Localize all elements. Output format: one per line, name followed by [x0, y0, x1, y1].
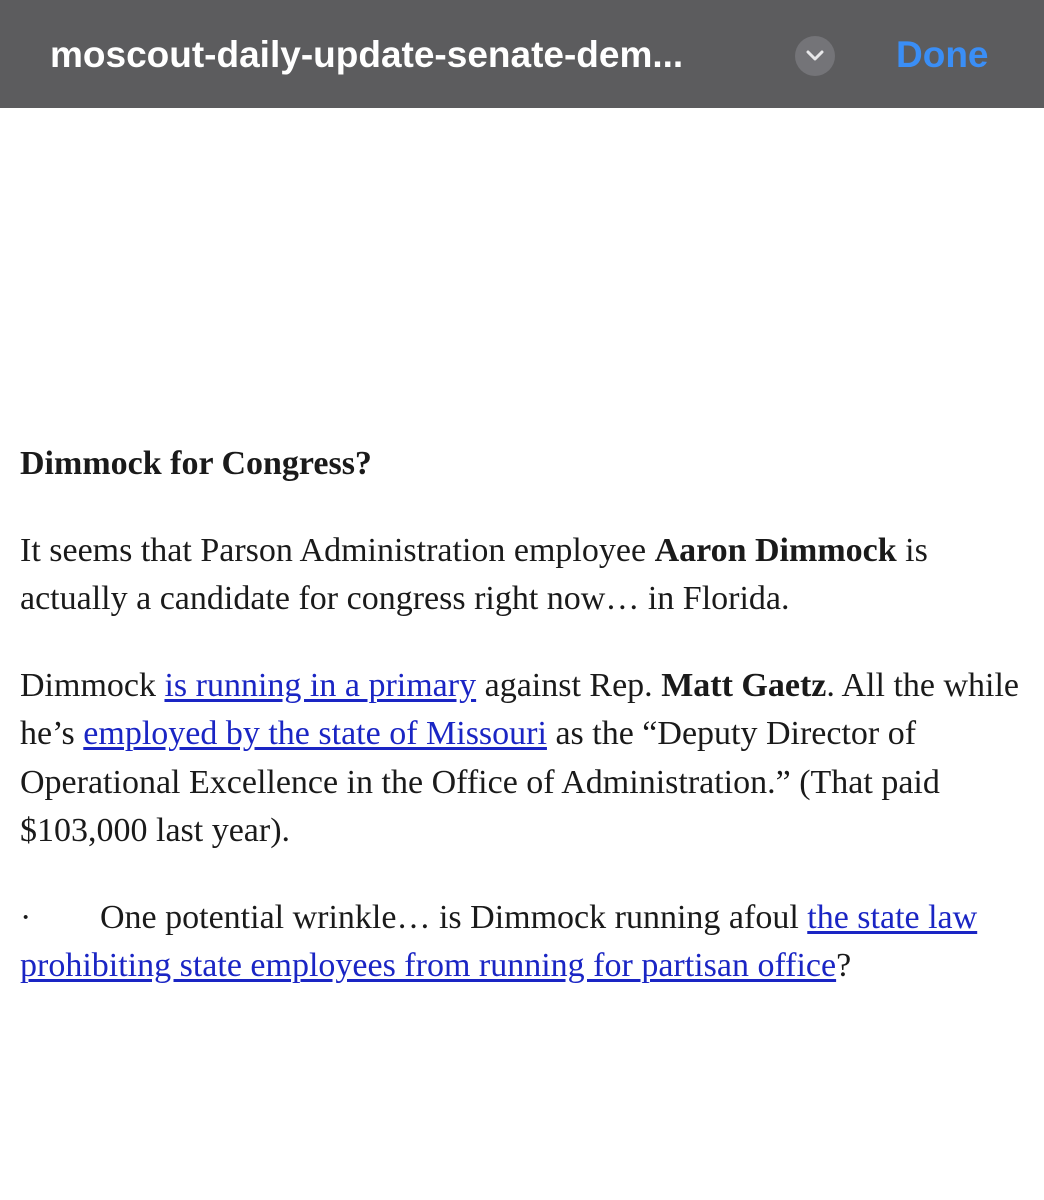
employment-link[interactable]: employed by the state of Missouri [83, 715, 547, 752]
p3-text-1: One potential wrinkle… is Dimmock running afoul [100, 898, 808, 936]
primary-link[interactable]: is running in a primary [164, 666, 477, 704]
document-title[interactable]: moscout-daily-update-senate-dem... [50, 34, 684, 75]
paragraph-2 [20, 662, 1030, 856]
bullet-dot: · [20, 898, 32, 936]
state-law-link[interactable]: the state law prohibiting state employees from running for partisan office [20, 898, 978, 984]
p2-text-3: . All the while he’s [20, 666, 1020, 752]
p2-name-matt-gaetz: Matt Gaetz [661, 666, 827, 704]
p3-text-2: ? [836, 947, 852, 984]
paragraph-3-bullet [20, 894, 1030, 991]
p2-text-2: against Rep. [476, 666, 662, 704]
paragraph-1 [20, 527, 1030, 624]
p1-text-2: is actually a candidate for congress right now… in Florida. [20, 531, 928, 617]
chevron-down-icon [805, 50, 825, 62]
p1-text-1: It seems that Parson Administration employee [20, 531, 655, 569]
done-button[interactable]: Done [896, 34, 989, 75]
section-heading: Dimmock for Congress? [20, 445, 372, 482]
document-body [20, 440, 1030, 1029]
title-menu-button[interactable] [795, 36, 835, 76]
p2-text-1: Dimmock [20, 666, 165, 704]
document-toolbar [0, 0, 1044, 108]
p2-text-4: as the “Deputy Director of Operational Excellence in the Office of Administration.” (That paid $103,000 last year). [20, 715, 940, 849]
p1-name-aaron-dimmock: Aaron Dimmock [654, 531, 897, 569]
